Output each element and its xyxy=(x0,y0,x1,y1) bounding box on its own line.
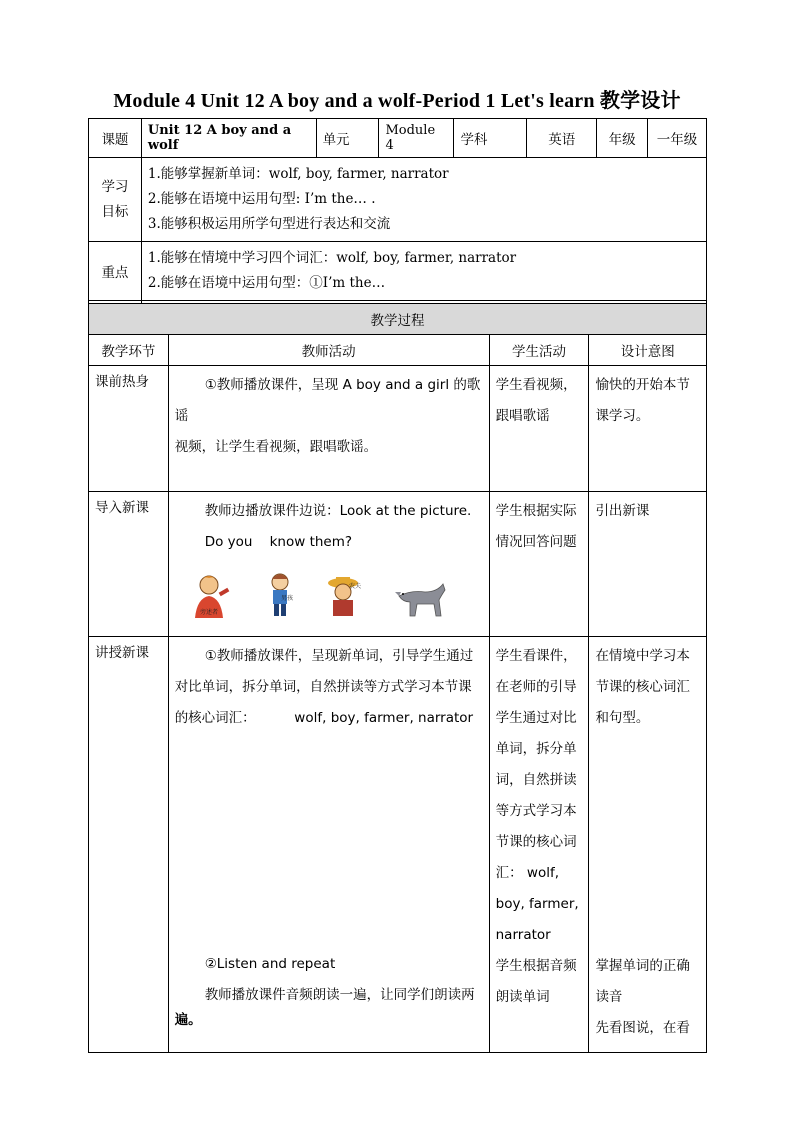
teacher-activity xyxy=(168,637,489,1053)
intent-line: 引出新课 xyxy=(595,503,650,519)
grade-value: 一年级 xyxy=(648,119,707,158)
objectives-label-line1: 学习 xyxy=(101,178,129,195)
table-row xyxy=(89,637,707,1053)
key-points-content xyxy=(141,242,706,301)
key-point-item: 1.能够在情境中学习四个词汇：wolf, boy, farmer, narrator xyxy=(147,250,517,266)
teacher-line: ②Listen and repeat xyxy=(204,956,336,972)
student-line: 节课的核心词 xyxy=(495,834,577,850)
student-line: 学生根据音频 xyxy=(495,958,577,974)
grade-label: 年级 xyxy=(597,119,648,158)
student-line: 在老师的引导 xyxy=(495,679,577,695)
teaching-process-table xyxy=(88,303,707,1053)
unit-value: Module 4 xyxy=(379,119,454,158)
page-title: Module 4 Unit 12 A boy and a wolf-Period 1 Let's learn 教学设计 xyxy=(113,90,681,112)
teacher-activity xyxy=(168,366,489,492)
teacher-line: 视频，让学生看视频，跟唱歌谣。 xyxy=(174,439,378,455)
farmer-illustration xyxy=(325,574,365,624)
objectives-label xyxy=(89,158,142,242)
teacher-line: 的核心词汇： wolf, boy, farmer, narrator xyxy=(174,710,474,726)
subject-label: 学科 xyxy=(454,119,527,158)
narrator-illustration xyxy=(189,572,235,624)
topic-value: Unit 12 A boy and a wolf xyxy=(141,119,316,158)
intent-line: 节课的核心词汇 xyxy=(595,679,690,695)
teacher-activity xyxy=(168,492,489,637)
objective-item: 2.能够在语境中运用句型: I’m the… . xyxy=(147,191,376,207)
student-line: 汇： wolf, xyxy=(495,865,560,881)
key-point-item: 2.能够在语境中运用句型：①I’m the… xyxy=(147,275,386,291)
student-line: narrator xyxy=(495,927,551,943)
illustration-label: 男孩 xyxy=(280,595,293,602)
student-line: 朗读单词 xyxy=(495,989,550,1005)
design-intent xyxy=(589,492,707,637)
intent-line: 掌握单词的正确 xyxy=(595,958,690,974)
objective-item: 3.能够积极运用所学句型进行表达和交流 xyxy=(147,216,391,232)
stage-cell: 讲授新课 xyxy=(89,637,169,1053)
student-line: 等方式学习本 xyxy=(495,803,577,819)
teacher-line: 教师播放课件音频朗读一遍，让同学们朗读两 xyxy=(204,987,475,1003)
column-header: 教师活动 xyxy=(168,335,489,366)
topic-label: 课题 xyxy=(89,119,142,158)
design-intent xyxy=(589,366,707,492)
teacher-line: 遍。 xyxy=(174,1012,202,1028)
student-line: 跟唱歌谣 xyxy=(495,408,550,424)
process-heading: 教学过程 xyxy=(89,304,707,335)
table-row xyxy=(89,366,707,492)
student-activity xyxy=(489,637,589,1053)
unit-label: 单元 xyxy=(316,119,379,158)
intent-line: 课学习。 xyxy=(595,408,650,424)
objective-item: 1.能够掌握新单词：wolf, boy, farmer, narrator xyxy=(147,166,449,182)
student-line: 学生看视频， xyxy=(495,377,577,393)
listen-repeat-block xyxy=(175,949,483,1036)
intent-line: 先看图说，在看 xyxy=(595,1020,690,1036)
student-line: 学生根据实际 xyxy=(495,503,577,519)
column-header: 设计意图 xyxy=(589,335,707,366)
illustration-label: 旁述者 xyxy=(199,609,218,616)
student-activity xyxy=(489,492,589,637)
student-line: 情况回答问题 xyxy=(495,534,577,550)
stage-cell: 课前热身 xyxy=(89,366,169,492)
key-points-label: 重点 xyxy=(89,242,142,301)
teacher-line: ①教师播放课件，呈现 A boy and a girl 的歌谣 xyxy=(174,377,481,424)
intent-line: 在情境中学习本 xyxy=(595,648,690,664)
stage-cell: 导入新课 xyxy=(89,492,169,637)
student-line: 词，自然拼读 xyxy=(495,772,577,788)
illustration-label: 农夫 xyxy=(348,583,361,590)
student-line: 学生看课件， xyxy=(495,648,577,664)
student-line: boy, farmer, xyxy=(495,896,579,912)
wolf-illustration xyxy=(395,576,447,624)
teacher-line: 教师边播放课件边说：Look at the picture. xyxy=(204,503,472,519)
objectives-content xyxy=(141,158,706,242)
table-row xyxy=(89,492,707,637)
student-activity xyxy=(489,366,589,492)
column-header: 学生活动 xyxy=(489,335,589,366)
teacher-line: 对比单词，拆分单词，自然拼读等方式学习本节课 xyxy=(174,679,472,695)
student-line: 学生通过对比 xyxy=(495,710,577,726)
teacher-line: Do you know them? xyxy=(204,534,353,550)
lesson-info-table xyxy=(88,118,707,330)
intent-block-2 xyxy=(595,951,702,1044)
design-intent xyxy=(589,637,707,1053)
column-header: 教学环节 xyxy=(89,335,169,366)
intent-line: 愉快的开始本节 xyxy=(595,377,690,393)
student-line: 单词，拆分单 xyxy=(495,741,577,757)
intent-line: 读音 xyxy=(595,989,623,1005)
character-illustrations xyxy=(189,570,483,624)
teacher-line: ①教师播放课件，呈现新单词，引导学生通过 xyxy=(204,648,474,664)
objectives-label-line2: 目标 xyxy=(101,203,129,220)
boy-illustration xyxy=(265,570,295,624)
intent-line: 和句型。 xyxy=(595,710,650,726)
subject-value: 英语 xyxy=(527,119,597,158)
